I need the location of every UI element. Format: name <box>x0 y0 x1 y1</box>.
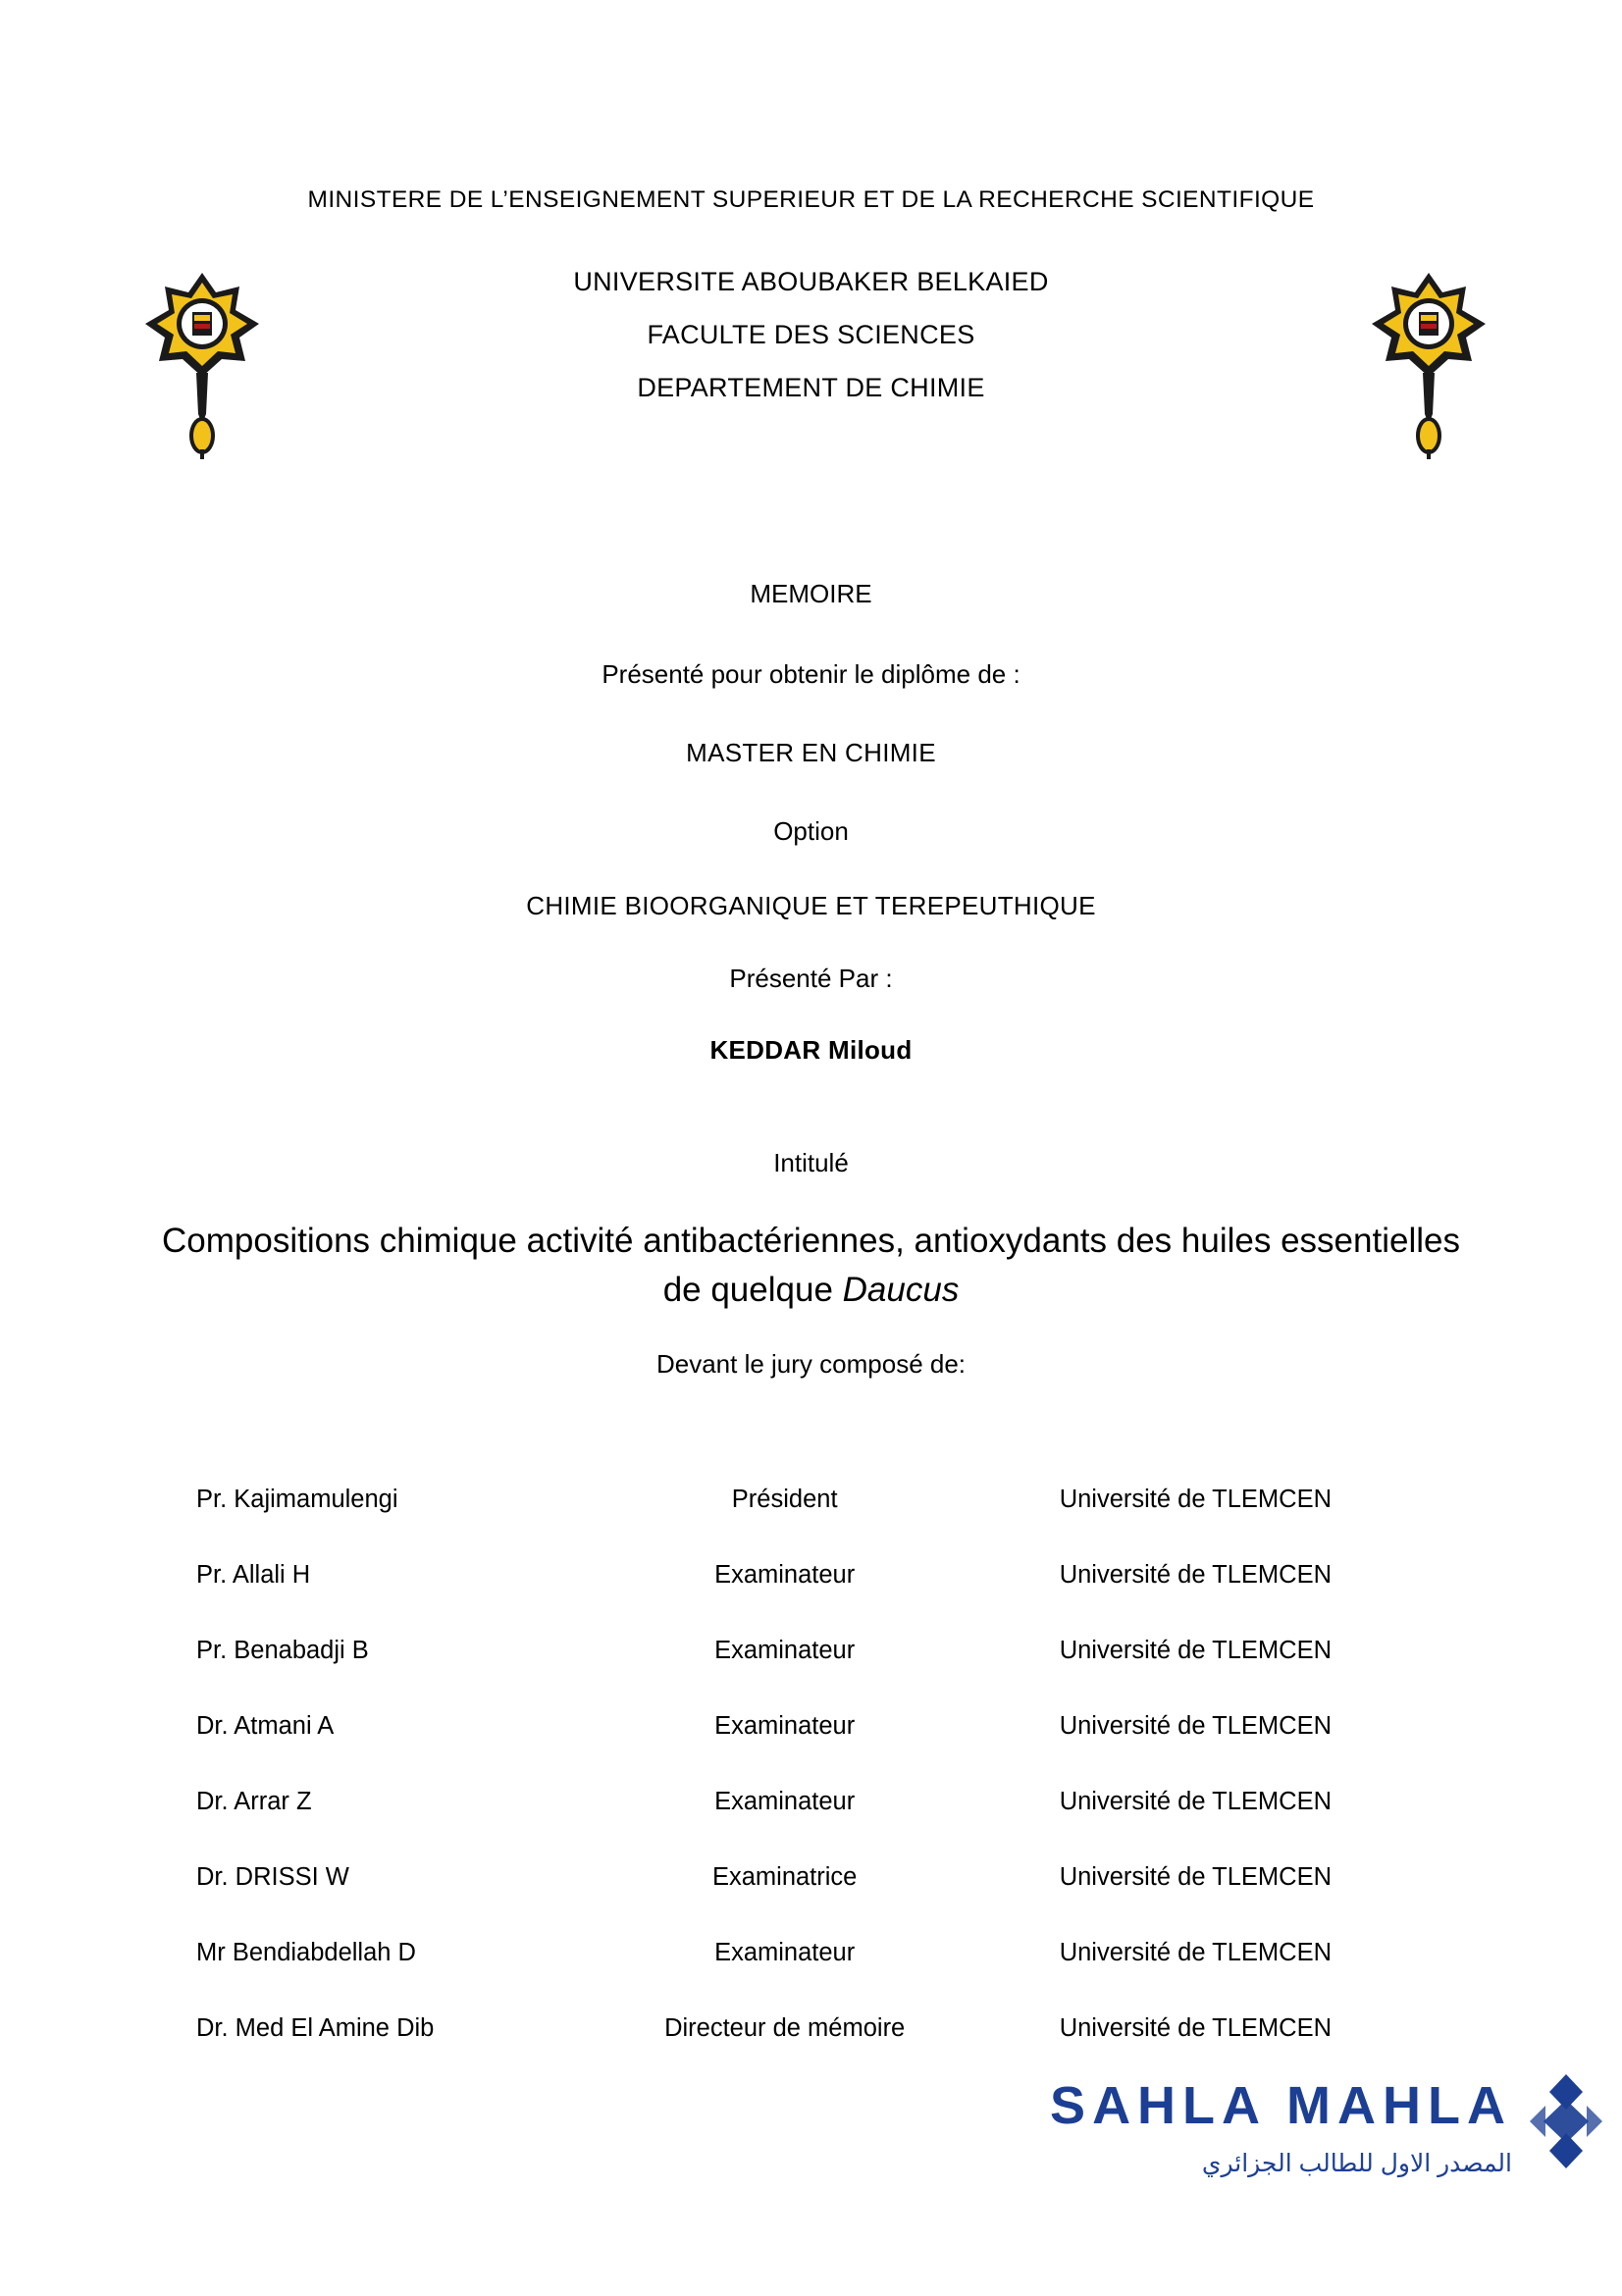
jury-member-affiliation: Université de TLEMCEN <box>1059 1863 1332 1891</box>
jury-member-role: Examinatrice <box>711 1863 858 1891</box>
table-row <box>191 1840 1457 1915</box>
option-label: Option <box>773 816 849 846</box>
university-name: UNIVERSITE ABOUBAKER BELKAIED <box>573 267 1049 296</box>
jury-member-role: Examinateur <box>714 1637 856 1664</box>
title-label: Intitulé <box>773 1148 849 1177</box>
jury-member-affiliation: Université de TLEMCEN <box>1059 1788 1332 1815</box>
table-row <box>191 1538 1457 1613</box>
university-block <box>0 255 1622 414</box>
jury-member-affiliation: Université de TLEMCEN <box>1059 1939 1332 1966</box>
jury-member-name: Pr. Allali H <box>196 1561 311 1589</box>
table-row <box>191 1915 1457 1991</box>
table-row <box>191 1991 1457 2066</box>
table-row <box>191 1689 1457 1764</box>
jury-member-affiliation: Université de TLEMCEN <box>1059 1561 1332 1589</box>
faculty-name: FACULTE DES SCIENCES <box>647 320 975 349</box>
jury-member-name: Dr. Arrar Z <box>196 1788 312 1815</box>
presented-by-label: Présenté Par : <box>729 964 893 993</box>
degree-name: MASTER EN CHIMIE <box>686 738 936 767</box>
jury-member-name: Mr Bendiabdellah D <box>196 1939 416 1966</box>
table-row <box>191 1764 1457 1840</box>
jury-member-role: Président <box>731 1486 838 1513</box>
jury-member-role: Examinateur <box>714 1561 856 1589</box>
watermark-brand: SAHLA MAHLA <box>1050 2076 1512 2135</box>
jury-member-role: Directeur de mémoire <box>664 2014 906 2042</box>
jury-member-affiliation: Université de TLEMCEN <box>1059 1712 1332 1740</box>
department-name: DEPARTEMENT DE CHIMIE <box>637 373 985 402</box>
jury-member-role: Examinateur <box>714 1939 856 1966</box>
watermark-tagline: المصدر الاول للطالب الجزائري <box>1201 2150 1512 2177</box>
memoire-label: MEMOIRE <box>750 579 872 608</box>
author-name: KEDDAR Miloud <box>709 1035 913 1065</box>
watermark-logo-icon <box>1524 2072 1608 2178</box>
jury-member-name: Dr. Med El Amine Dib <box>196 2014 435 2042</box>
option-value: CHIMIE BIOORGANIQUE ET TEREPEUTHIQUE <box>526 891 1096 920</box>
presented-for-text: Présenté pour obtenir le diplôme de : <box>602 659 1020 689</box>
jury-member-role: Examinateur <box>714 1788 856 1815</box>
jury-member-name: Pr. Kajimamulengi <box>196 1486 398 1513</box>
jury-table <box>191 1462 1457 2066</box>
jury-member-name: Dr. Atmani A <box>196 1712 335 1740</box>
thesis-title-main: Compositions chimique activité antibactériennes, antioxydants des huiles essentielles de quelque <box>162 1222 1460 1309</box>
jury-member-affiliation: Université de TLEMCEN <box>1059 1486 1332 1513</box>
table-row <box>191 1462 1457 1538</box>
jury-member-affiliation: Université de TLEMCEN <box>1059 1637 1332 1664</box>
jury-member-name: Dr. DRISSI W <box>196 1863 349 1891</box>
jury-member-name: Pr. Benabadji B <box>196 1637 369 1664</box>
ministry-header: MINISTERE DE L’ENSEIGNEMENT SUPERIEUR ET DE LA RECHERCHE SCIENTIFIQUE <box>307 186 1315 213</box>
jury-member-affiliation: Université de TLEMCEN <box>1059 2014 1332 2042</box>
thesis-title <box>147 1217 1475 1315</box>
jury-intro: Devant le jury composé de: <box>655 1349 967 1379</box>
jury-member-role: Examinateur <box>714 1712 856 1740</box>
table-row <box>191 1613 1457 1689</box>
thesis-title-species: Daucus <box>842 1271 960 1309</box>
